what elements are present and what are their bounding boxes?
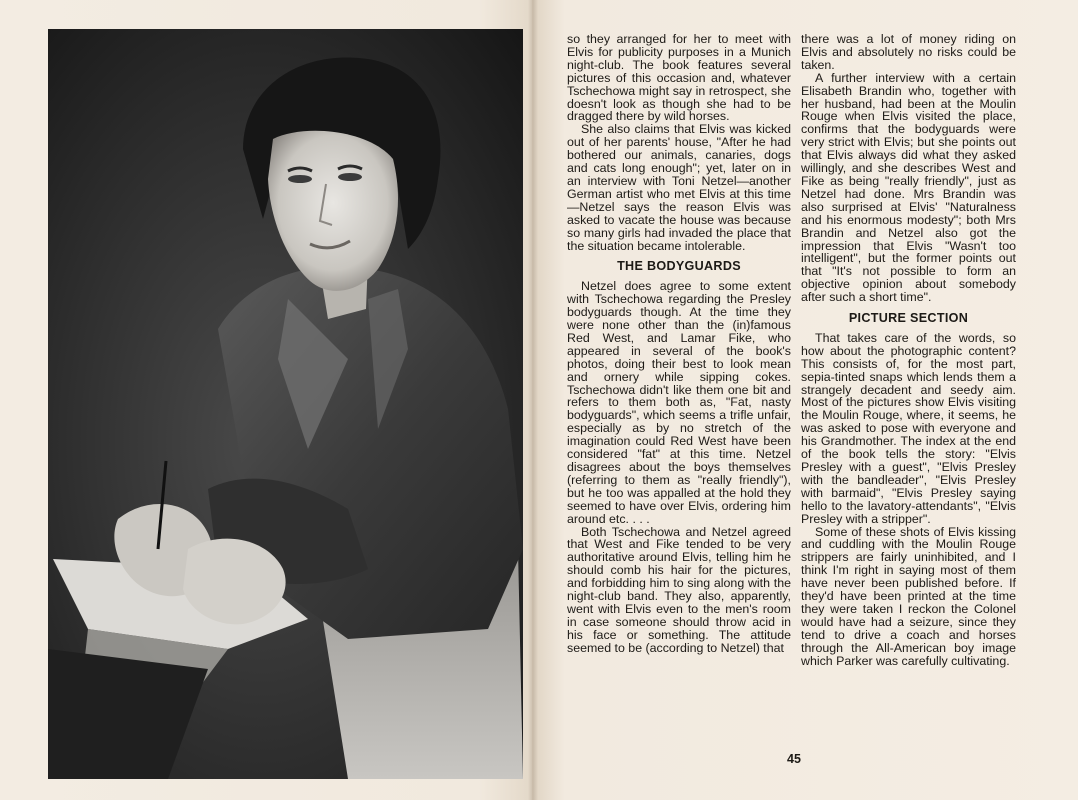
portrait-photo-drawing — [48, 29, 523, 779]
paragraph: there was a lot of money riding on Elvis and absolutely no risks could be taken. — [801, 32, 1016, 72]
paragraph: A further interview with a certain Elisabeth Brandin who, together with her husband, had been at the Moulin Rouge when Elvis visited the place, confirms that the bodyguards were very strict with Elvis; but she points out that Elvis always did what they asked willingly, and she describes West and Fike as being "really friendly", just as Netzel had done. Mrs Brandin was also surprised at Elvis' "Naturalness and his enormous modesty"; both Mrs Brandin and Netzel also got the impression that Elvis "Wasn't too intelligent", but the former points out that "It's not possible to form an objective opinion about somebody after such a short time". — [801, 70, 1016, 305]
section-heading: THE BODYGUARDS — [617, 259, 741, 274]
section-heading: PICTURE SECTION — [848, 311, 969, 326]
paragraph: Some of these shots of Elvis kissing and cuddling with the Moulin Rouge strippers are fairly uninhibited, and I think I'm right in saying most of them have never been published before. If they'd have been printed at the time they were taken I reckon the Colonel would have had a seizure, since they tend to drive a coach and horses through the All-American boy image which Parker was carefully cultivating. — [801, 524, 1016, 668]
paragraph: Netzel does agree to some extent with Tschechowa regarding the Presley bodyguards though. At the time they were none other than the (in)famous Red West, and Lamar Fike, who appeared in several of the book's photos, doing their best to look mean and ornery while sipping cokes. Tschechowa didn't like them one bit and refers to them both as, "Fat, nasty bodyguards", which seems a trifle unfair, especially as by no stretch of the imagination could Red West have been considered "fat" at this time. Netzel disagrees about the boys themselves (referring to them as "really friendly"), but he too was appalled at the hold they seemed to have over Elvis, ordering him around etc. . . . — [567, 279, 791, 526]
left-page — [0, 0, 532, 800]
portrait-photo — [48, 29, 523, 779]
page-gutter — [528, 0, 538, 800]
paragraph: Both Tschechowa and Netzel agreed that West and Fike tended to be very authoritative around Elvis, telling him he should comb his hair for the pictures, and forbidding him to sing along with the night-club band. They also, apparently, went with Elvis even to the men's room in case someone should throw acid in his face or something. The attitude seemed to be (according to Netzel) that — [567, 524, 791, 655]
page-number: 45 — [787, 752, 801, 766]
paragraph: That takes care of the words, so how about the photographic content? This consists of, for the most part, sepia-tinted snaps which lends them a strangely decadent and seedy aim. Most of the pictures show Elvis visiting the Moulin Rouge, where, it seems, he was asked to pose with everyone and his Grandmother. The index at the end of the book tells the story: "Elvis Presley with a guest", "Elvis Presley with the bandleader", "Elvis Presley with barmaid", "Elvis Presley saying hello to the lavatory-attendants", "Elvis Presley with a stripper". — [801, 330, 1016, 526]
paragraph: She also claims that Elvis was kicked out of her parents' house, "After he had bothered our animals, canaries, dogs and cats long enough"; yet, later on in an interview with Toni Netzel—another German artist who met Elvis at this time—Netzel says the reason Elvis was asked to vacate the house was because so many girls had invaded the place that the situation became intolerable. — [567, 122, 791, 253]
text-column-1 — [567, 33, 791, 655]
text-column-2 — [801, 33, 1016, 668]
paragraph: so they arranged for her to meet with Elvis for publicity purposes in a Munich night-club. The book features several pictures of this occasion and, whatever Tschechowa might say in retrospect, she doesn't look as though she had to be dragged there by wild horses. — [567, 32, 791, 124]
